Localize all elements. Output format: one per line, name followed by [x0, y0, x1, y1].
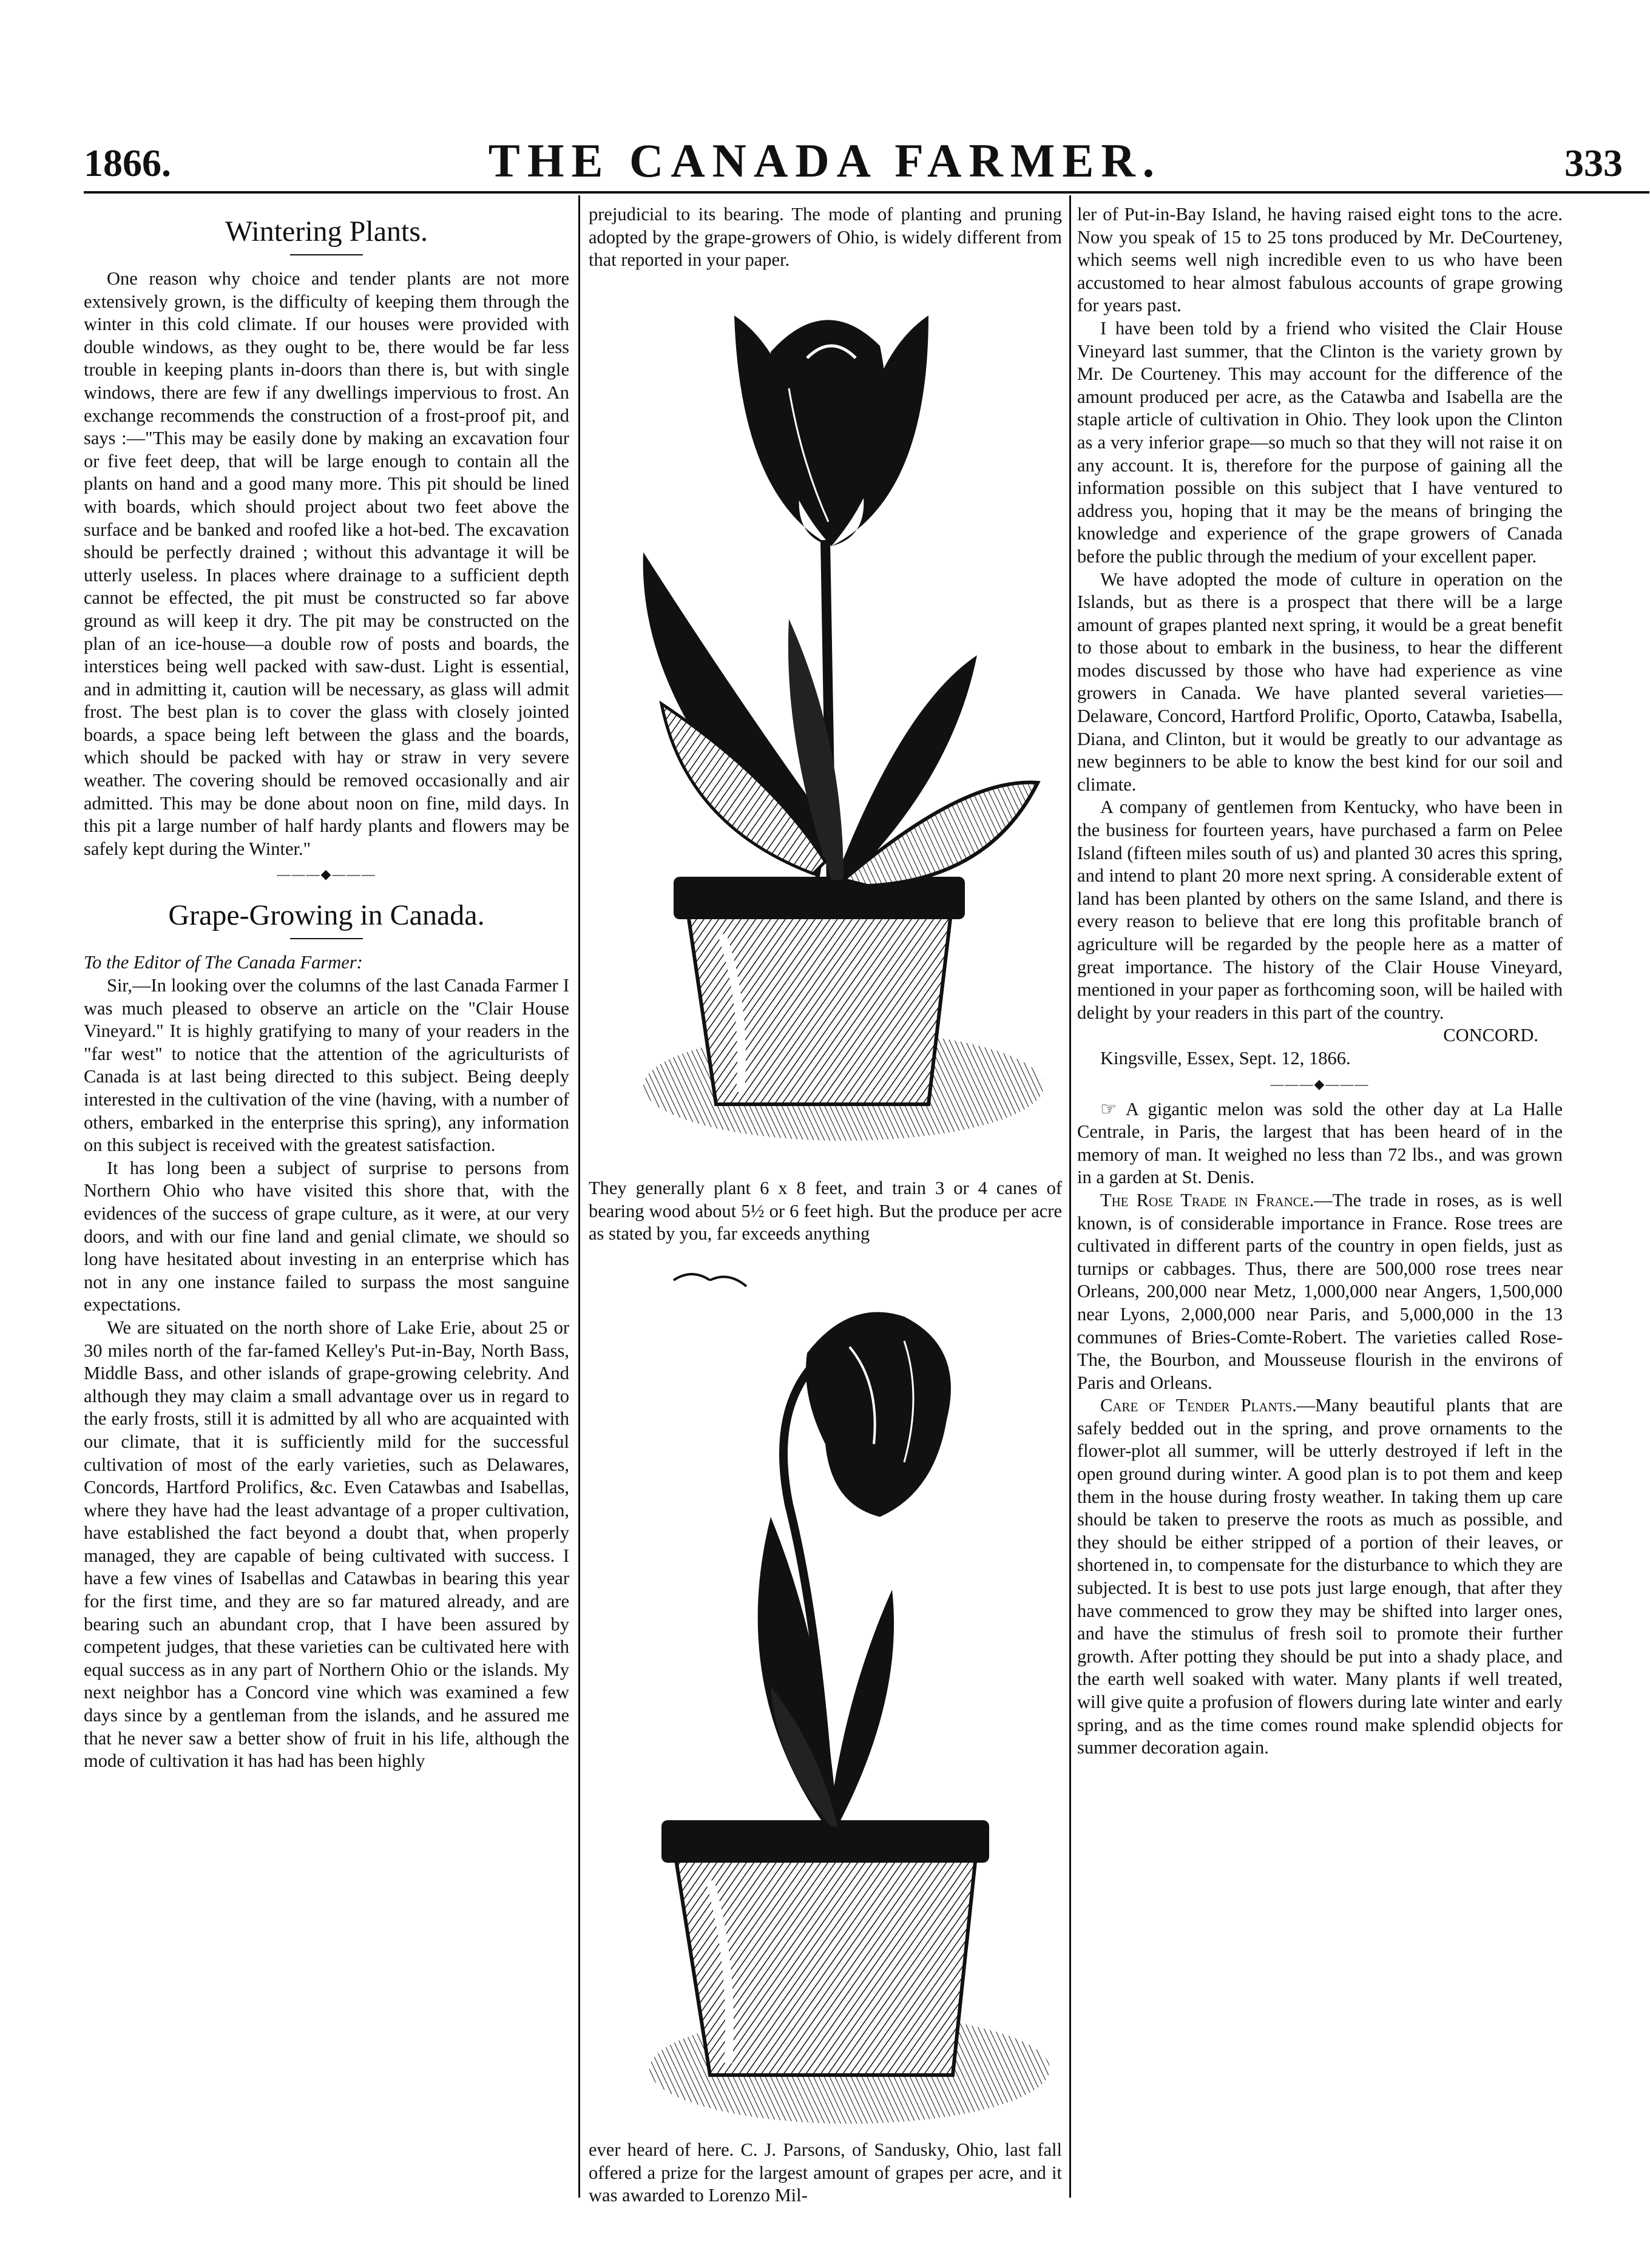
rose-trade-body: —The trade in roses, as is well known, is of considerable importance in France. Rose trees are cultivated in different parts of the country in open fields, just as turnips or cabbages. Thus, there are 500,000 rose trees near Orleans, 200,000 near Metz, 1,000,000 near Angers, 1,500,000 near Lyons, 2,000,000 near Paris, and 5,000,000 in the 13 communes of Bries-Comte-Robert. The varieties called Rose-The, the Bourbon, and Mousseuse flourish in the environs of Paris and Orleans.	[1077, 1189, 1563, 1393]
article-title-grape: Grape-Growing in Canada.	[168, 899, 485, 932]
article-title-wintering: Wintering Plants.	[225, 215, 428, 248]
header-rule	[84, 191, 1649, 194]
paragraph: It has long been a subject of surprise to persons from Northern Ohio who have visited this shore that, with the evidences of the success of grape culture, as it were, at our very doors, and with our fine land and genial climate, we should so long have hesitated about investing in an enterprise which has not in any one instance failed to surpass the most sanguine expectations.	[84, 1157, 569, 1315]
tender-plants-heading: Care of Tender Plants.	[1100, 1395, 1297, 1416]
section-ornament: ———◆———	[1270, 1076, 1370, 1092]
column-middle	[589, 203, 1062, 272]
paragraph: We are situated on the north shore of Lake Erie, about 25 or 30 miles north of the far-famed Kelley's Put-in-Bay, North Bass, Middle Bass, and other islands of grape-growing celebrity. And although they may claim a small advantage over us in regard to the early frosts, still it is admitted by all who are acquainted with our climate, that it is sufficiently mild for the successful cultivation of most of the early varieties, such as Delawares, Concords, Hartford Prolifics, &c. Even Catawbas and Isabellas, where they have had the least advantage of a proper cultivation, have established the fact beyond a doubt that, when properly managed, they are capable of being cultivated with success. I have a few vines of Isabellas and Catawbas in bearing this year for the first time, and they are so far matured already, and are bearing such an abundant crop, that I have been assured by competent judges, that these varieties can be cultivated here with equal success as in any part of Northern Ohio or the islands. My next neighbor has a Concord vine which was examined a few days since by a gentleman from the islands, and he assured me that he never saw a better show of fruit in his life, although the mode of cultivation it has had has been highly	[84, 1317, 569, 1772]
article-continuation-bottom	[589, 2139, 1062, 2207]
paragraph: We have adopted the mode of culture in operation on the Islands, but as there is a prospect that there will be a large amount of grapes planted next spring, it would be a great benefit to those about to embark in the business, to hear the different modes discussed by those who have had experience as vine growers in Canada. We have planted several varieties—Delaware, Concord, Hartford Prolific, Oporto, Catawba, Isabella, Diana, and Clinton, but it would be greatly to our advantage as new beginners to be able to know the best kind for our soil and climate.	[1077, 569, 1563, 795]
column-left	[84, 203, 569, 1773]
article-body-grape-cont	[1077, 203, 1563, 1070]
page-year: 1866.	[84, 141, 171, 184]
paragraph: I have been told by a friend who visited the Clair House Vineyard last summer, that the Clinton is the variety grown by Mr. De Courteney. This may account for the difference of the amount produced per acre, as the Catawba and Isabella are the staple article of cultivation in Ohio. They look upon the Clinton as a very inferior grape—so much so that they will not raise it on any account. It is, therefore for the purpose of gaining all the information possible on this subject that I have ventured to address you, hoping that it may be the means of bringing the knowledge and experience of the grape growers of Canada before the public through the medium of your excellent paper.	[1077, 317, 1563, 567]
article-continuation	[589, 203, 1062, 272]
article-body-wintering	[84, 268, 569, 860]
title-rule	[290, 938, 363, 939]
paragraph: Sir,—In looking over the columns of the last Canada Farmer I was much pleased to observe an article on the "Clair House Vineyard." It is highly gratifying to many of your readers in the "far west" to notice that the attention of the agriculturists of Canada is at last being directed to this subject. Being deeply interested in the cultivation of the vine (having, with a number of others, embarked in the enterprise this spring), any information on this subject is received with the greatest satisfaction.	[84, 975, 569, 1156]
paragraph: They generally plant 6 x 8 feet, and train 3 or 4 canes of bearing wood about 5½ or 6 feet high. But the produce per acre as stated by you, far exceeds anything	[589, 1178, 1062, 1244]
tulip-drooping-image	[589, 1262, 1062, 2142]
rose-trade-heading: The Rose Trade in France.	[1100, 1189, 1314, 1210]
paragraph-tender-plants	[1077, 1394, 1563, 1760]
tulip-illustration-drooping	[589, 1262, 1062, 2142]
news-items	[1077, 1098, 1563, 1760]
masthead-title: THE CANADA FARMER.	[488, 134, 1162, 187]
column-rule-1	[578, 195, 580, 2198]
column-right	[1077, 203, 1563, 1760]
column-rule-2	[1069, 195, 1071, 2198]
section-ornament: ———◆———	[277, 866, 376, 882]
article-body-grape	[84, 951, 569, 1772]
tulip-illustration-upright	[589, 279, 1062, 1177]
tender-plants-body: —Many beautiful plants that are safely bedded out in the spring, and prove ornaments to the flower-plot all summer, will be utterly destroyed if left in the open ground during winter. A good plan is to pot them and keep them in the house during frosty weather. In taking them up care should be taken to preserve the roots as much as possible, and they should be either stripped of a portion of their leaves, or shortened in, to compensate for the disturbance to which they are subjected. It is best to use pots just large enough, that after they have commenced to grow they may be shifted into larger ones, and have the stimulus of fresh soil to promote their further growth. After potting they should be put into a shady place, and the earth well soaked with water. Many plants if well treated, will give quite a profusion of flowers during late winter and early spring, and as the time comes round make splendid objects for summer decoration again.	[1077, 1395, 1563, 1758]
article-continuation-mid	[589, 1177, 1062, 1246]
paragraph: A company of gentlemen from Kentucky, who have been in the business for fourteen years, have purchased a farm on Pelee Island (fifteen miles south of us) and planted 30 acres this spring, and intend to plant 20 more next spring. A considerable extent of land has been planted by others on the same Island, and there is every reason to believe that ere long this profitable branch of agriculture will be regarded by the people here as a matter of great importance. The history of the Clair House Vineyard, mentioned in your paper as forthcoming soon, will be hailed with delight by your readers in this part of the country.	[1077, 797, 1563, 1023]
paragraph: One reason why choice and tender plants are not more extensively grown, is the difficulty of keeping them through the winter in this cold climate. If our houses were provided with double windows, as they ought to be, there would be far less trouble in keeping plants in-doors than there is, but with single windows, there are few if any dwellings impervious to frost. An exchange recommends the construction of a frost-proof pit, and says :—"This may be easily done by making an excavation four or five feet deep, that will be large enough to contain all the plants on hand and a good many more. This pit should be lined with boards, which should project about two feet above the surface and be banked and roofed like a hot-bed. The excavation should be perfectly drained ; without this advantage it will be utterly useless. In places where drainage to a sufficient depth cannot be effected, the pit must be constructed so far above ground as will keep it dry. The pit may be constructed on the plan of an ice-house—a double row of posts and boards, the interstices being well packed with saw-dust. Light is essential, and in admitting it, caution will be necessary, as glass will admit frost. The best plan is to cover the glass with closely jointed boards, a space being left between the glass and the boards, which should be packed with hay or straw in very severe weather. The covering should be removed occasionally and air admitted. This may be done about noon on fine, mild days. In this pit a large number of half hardy plants and flowers may be safely kept during the Winter."	[84, 268, 569, 859]
dateline: Kingsville, Essex, Sept. 12, 1866.	[1100, 1047, 1351, 1068]
paragraph-rose-trade	[1077, 1189, 1563, 1394]
salutation: To the Editor of The Canada Farmer:	[84, 952, 363, 973]
paragraph: ever heard of here. C. J. Parsons, of Sandusky, Ohio, last fall offered a prize for the largest amount of grapes per acre, and it was awarded to Lorenzo Mil-	[589, 2139, 1062, 2206]
paragraph: ler of Put-in-Bay Island, he having raised eight tons to the acre. Now you speak of 15 to 25 tons produced by Mr. DeCourteney, which seems well nigh incredible even to us who have been accustomed to hear almost fabulous accounts of grape growing for years past.	[1077, 204, 1563, 316]
paragraph: prejudicial to its bearing. The mode of planting and pruning adopted by the grape-growers of Ohio, is widely different from that reported in your paper.	[589, 204, 1062, 271]
page-number: 333	[1564, 141, 1623, 184]
title-rule	[290, 254, 363, 255]
paragraph-melon: ☞ A gigantic melon was sold the other day at La Halle Centrale, in Paris, the largest that has been heard of in the memory of man. It weighed no less than 72 lbs., and was grown in a garden at St. Denis.	[1077, 1098, 1563, 1188]
tulip-upright-image	[589, 279, 1062, 1177]
signature: CONCORD.	[1443, 1025, 1538, 1046]
